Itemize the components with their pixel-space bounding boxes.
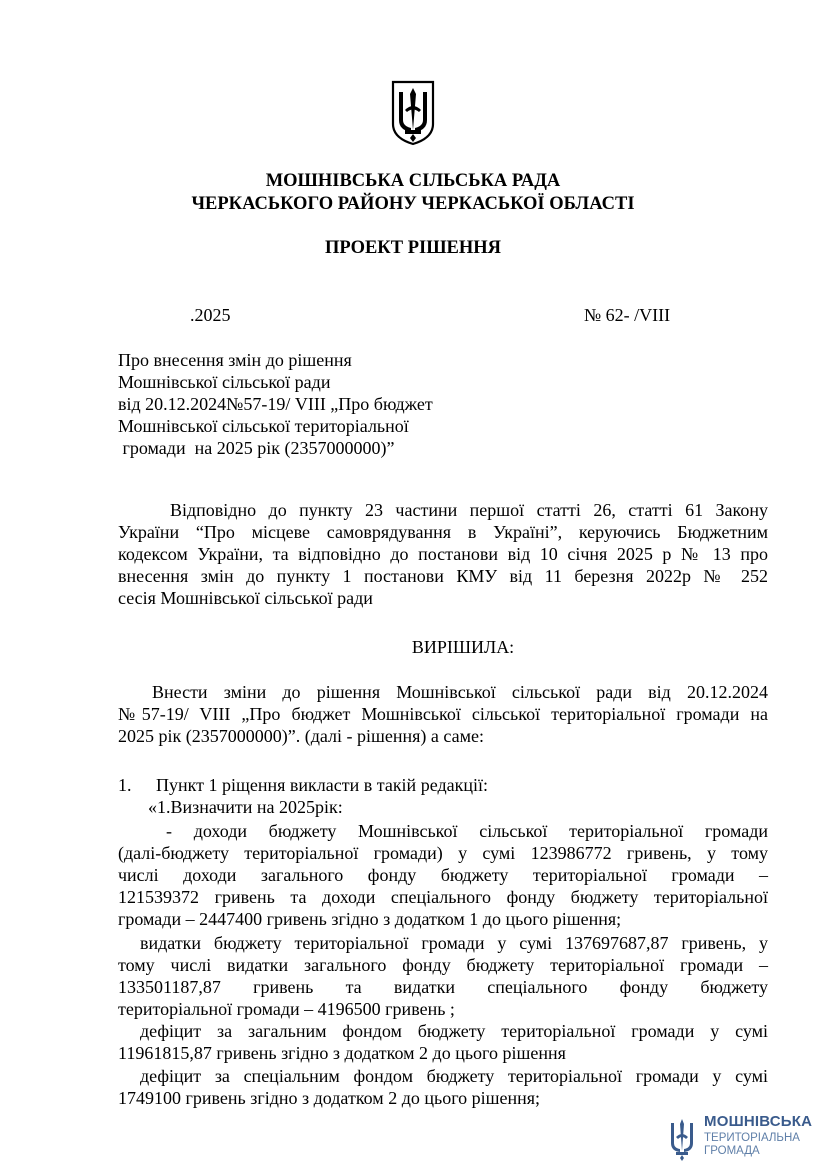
subject-line: від 20.12.2024№57-19/ VIII „Про бюджет bbox=[118, 394, 433, 414]
district-title: ЧЕРКАСЬКОГО РАЙОНУ ЧЕРКАСЬКОЇ ОБЛАСТІ bbox=[191, 194, 635, 214]
preamble bbox=[118, 499, 768, 609]
subject-line: Мошнівської сільської територіальної bbox=[118, 416, 409, 436]
document-number: № 62- /VIII bbox=[584, 305, 671, 325]
income-line: - доходи бюджету Мошнівської сільської територіальної громади bbox=[166, 821, 768, 841]
intro-line: №57-19/ VIII „Про бюджет Мошнівської сільської територіальної громади на bbox=[118, 704, 768, 724]
council-title: МОШНІВСЬКА СІЛЬСЬКА РАДА bbox=[265, 171, 561, 191]
income-line: громади – 2447400 гривень згідно з додатком 1 до цього рішення; bbox=[118, 909, 622, 929]
income-line: (далі-бюджету територіальної громади) у сумі 123986772 гривень, у тому bbox=[118, 843, 768, 863]
subject-line: громади на 2025 рік (2357000000)” bbox=[118, 438, 395, 458]
resolved-heading: ВИРІШИЛА: bbox=[411, 637, 515, 657]
preamble-line: кодексом України, та відповідно до постанови від 10 січня 2025 р № 13 про bbox=[118, 544, 768, 564]
logo-line-3: ГРОМАДА bbox=[704, 1145, 760, 1157]
expenses-paragraph bbox=[118, 932, 768, 1020]
logo-title: МОШНІВСЬКА bbox=[704, 1113, 813, 1130]
intro bbox=[118, 681, 768, 747]
item-number: 1. bbox=[118, 775, 132, 795]
subject-line: Мошнівської сільської ради bbox=[118, 372, 331, 392]
expenses-line: видатки бюджету територіальної громади у сумі 137697687,87 гривень, у bbox=[140, 933, 768, 953]
deficit-special-paragraph bbox=[118, 1065, 768, 1109]
deficit-general-line: 11961815,87 гривень згідно з додатком 2 до цього рішення bbox=[118, 1043, 566, 1063]
logo-line-2: ТЕРИТОРІАЛЬНА bbox=[704, 1132, 800, 1144]
preamble-line: Відповідно до пункту 23 частини першої статті 26, статті 61 Закону bbox=[170, 500, 768, 520]
intro-line: 2025 рік (2357000000)”. (далі - рішення) а саме: bbox=[118, 726, 484, 746]
deficit-general-paragraph bbox=[118, 1020, 768, 1064]
income-paragraph bbox=[118, 820, 768, 930]
deficit-special-line: 1749100 гривень згідно з додатком 2 до цього рішення; bbox=[118, 1088, 541, 1108]
community-logo bbox=[664, 1113, 814, 1165]
deficit-general-line: дефіцит за загальним фондом бюджету територіальної громади у сумі bbox=[140, 1021, 768, 1041]
trident-logo-icon bbox=[666, 1115, 698, 1161]
deficit-special-line: дефіцит за спеціальним фондом бюджету територіальної громади у сумі bbox=[140, 1066, 768, 1086]
item-subtitle: «1.Визначити на 2025рік: bbox=[148, 797, 343, 817]
item-title: Пункт 1 ріщення викласти в такій редакції: bbox=[156, 775, 488, 795]
subject-line: Про внесення змін до рішення bbox=[118, 350, 352, 370]
document-type: ПРОЕКТ РІШЕННЯ bbox=[325, 238, 501, 258]
income-line: числі доходи загального фонду бюджету територіальної громади – bbox=[118, 865, 768, 885]
preamble-line: сесія Мошнівської сільської ради bbox=[118, 588, 373, 608]
preamble-line: внесення змін до пункту 1 постанови КМУ від 11 березня 2022р № 252 bbox=[118, 566, 768, 586]
income-line: 121539372 гривень та доходи спеціального фонду бюджету територіальної bbox=[118, 887, 768, 907]
trident-emblem-icon bbox=[391, 80, 435, 146]
document-date: .2025 bbox=[190, 305, 231, 325]
subject-block bbox=[118, 349, 433, 459]
expenses-line: тому числі видатки загального фонду бюджету територіальної громади – bbox=[118, 955, 768, 975]
intro-line: Внести зміни до рішення Мошнівської сільської ради від 20.12.2024 bbox=[152, 682, 768, 702]
preamble-line: України “Про місцеве самоврядування в Україні”, керуючись Бюджетним bbox=[118, 522, 768, 542]
expenses-line: 133501187,87 гривень та видатки спеціального фонду бюджету bbox=[118, 977, 768, 997]
expenses-line: територіальної громади – 4196500 гривень ; bbox=[118, 999, 455, 1019]
